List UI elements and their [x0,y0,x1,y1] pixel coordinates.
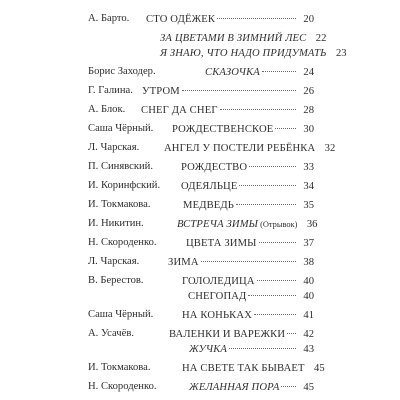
toc-entry [0,141,400,155]
toc-title-line [181,179,314,194]
toc-title-line [189,342,314,357]
toc-entry [0,179,400,193]
toc-entry [0,198,400,212]
dot-leader [275,119,296,129]
toc-entry [0,361,400,375]
toc-page-number: 40 [303,276,314,287]
toc-author: И. Токмакова. [88,199,151,210]
toc-entry [0,308,400,322]
toc-entry [0,274,400,288]
toc-title: НА КОНЬКАХ [182,310,253,321]
toc-page-number: 22 [315,33,327,44]
toc-page-number: 28 [303,105,314,116]
dot-leader [182,81,296,91]
toc-page-number: 20 [303,14,314,25]
toc-author: Л. Чарская. [88,142,140,153]
toc-title-line [188,289,314,304]
toc-entry [0,122,400,136]
toc-page-number: 30 [303,124,314,135]
toc-title-line [177,217,318,232]
toc-note: (Отрывок) [260,220,298,229]
toc-title-line [160,46,347,61]
toc-author: Саша Чёрный. [88,309,154,320]
dot-leader [201,252,296,262]
toc-author: Н. Скороденко. [88,381,157,392]
toc-author: Саша Чёрный. [88,123,154,134]
toc-title-line [172,122,314,137]
toc-title: ОДЕЯЛЬЦЕ [181,181,238,192]
toc-title: Я ЗНАЮ, ЧТО НАДО ПРИДУМАТЬ [160,48,327,59]
toc-page-number: 37 [303,238,314,249]
toc-title-line [141,103,314,118]
toc-page-number: 35 [303,200,314,211]
toc-page-number: 45 [303,382,314,393]
toc-title: СКАЗОЧКА [205,67,260,78]
toc-page-number: 24 [303,67,314,78]
toc-title: ЖЕЛАННАЯ ПОРА [189,382,280,393]
toc-title: АНГЕЛ У ПОСТЕЛИ РЕБЁНКА [164,143,316,154]
toc-title-line [189,380,314,395]
toc-entry [0,380,400,394]
dot-leader [257,271,296,281]
toc-entry [0,65,400,79]
toc-author: А. Усачёв. [88,328,134,339]
toc-page-number: 42 [303,329,314,340]
toc-title: ЖУЧКА [189,344,228,355]
dot-leader [217,9,296,19]
toc-page-number: 41 [303,310,314,321]
dot-leader [281,377,296,387]
toc-title: СНЕГ ДА СНЕГ [141,105,218,116]
toc-entry [0,12,400,26]
toc-author: И. Коринфский. [88,180,161,191]
toc-entry [0,236,400,250]
toc-entry [0,31,400,45]
toc-title: ЗИМА [168,257,199,268]
toc-title-line [182,361,325,376]
dot-leader [229,339,296,349]
toc-author: В. Берестов. [88,275,144,286]
toc-title: ВАЛЕНКИ И ВАРЕЖКИ [169,329,286,340]
toc-author: Н. Скороденко. [88,237,157,248]
toc-entry [0,255,400,269]
toc-title-line [146,12,314,27]
dot-leader [259,233,296,243]
toc-page-number: 26 [303,86,314,97]
toc-author: Л. Чарская. [88,256,140,267]
toc-title: РОЖДЕСТВО [181,162,248,173]
toc-page-number: 34 [303,181,314,192]
toc-author: П. Синявский. [88,161,154,172]
toc-entry [0,103,400,117]
toc-page-number: 40 [303,291,314,302]
toc-title-line [181,160,314,175]
dot-leader [262,62,296,72]
toc-author: И. Никитин. [88,218,144,229]
dot-leader [220,100,296,110]
toc-entry [0,217,400,231]
toc-title-line [182,308,314,323]
toc-author: Борис Заходер. [88,66,156,77]
toc-title-line [168,255,314,270]
toc-page-number: 36 [306,219,318,230]
toc-title-line [164,141,336,156]
toc-title: ЦВЕТА ЗИМЫ [186,238,257,249]
toc-entry [0,342,400,356]
toc-title-line [186,236,314,251]
toc-entry [0,84,400,98]
toc-entry [0,160,400,174]
dot-leader [248,286,296,296]
toc-author: А. Барто. [88,13,130,24]
toc-title: ГОЛОЛЕДИЦА [182,276,255,287]
toc-page-number: 33 [303,162,314,173]
toc-title-line [142,84,314,99]
toc-page-number: 45 [314,363,325,374]
toc-title: НА СВЕТЕ ТАК БЫВАЕТ [182,363,305,374]
toc-title: СТО ОДЁЖЕК [146,14,216,25]
toc-entry [0,46,400,60]
toc-author: Г. Галина. [88,85,133,96]
toc-title: РОЖДЕСТВЕНСКОЕ [172,124,274,135]
dot-leader [254,305,296,315]
toc-author: И. Токмакова. [88,362,151,373]
toc-author: А. Блок. [88,104,126,115]
toc-title-line [205,65,314,80]
toc-page-number: 38 [303,257,314,268]
toc-entry [0,327,400,341]
toc-title: ВСТРЕЧА ЗИМЫ [177,219,259,230]
toc-title: ЗА ЦВЕТАМИ В ЗИМНИЙ ЛЕС [160,33,307,44]
dot-leader [239,176,296,186]
toc-page-number: 23 [336,48,347,59]
dot-leader [249,157,296,167]
dot-leader [236,195,296,205]
toc-page-number: 32 [324,143,336,154]
toc-title: МЕДВЕДЬ [183,200,235,211]
toc-entry [0,289,400,303]
toc-title-line [183,198,314,213]
dot-leader [287,324,296,334]
toc-title-line [160,31,327,46]
toc-title: СНЕГОПАД [188,291,247,302]
toc-page-number: 43 [303,344,314,355]
toc-title: УТРОМ [142,86,180,97]
